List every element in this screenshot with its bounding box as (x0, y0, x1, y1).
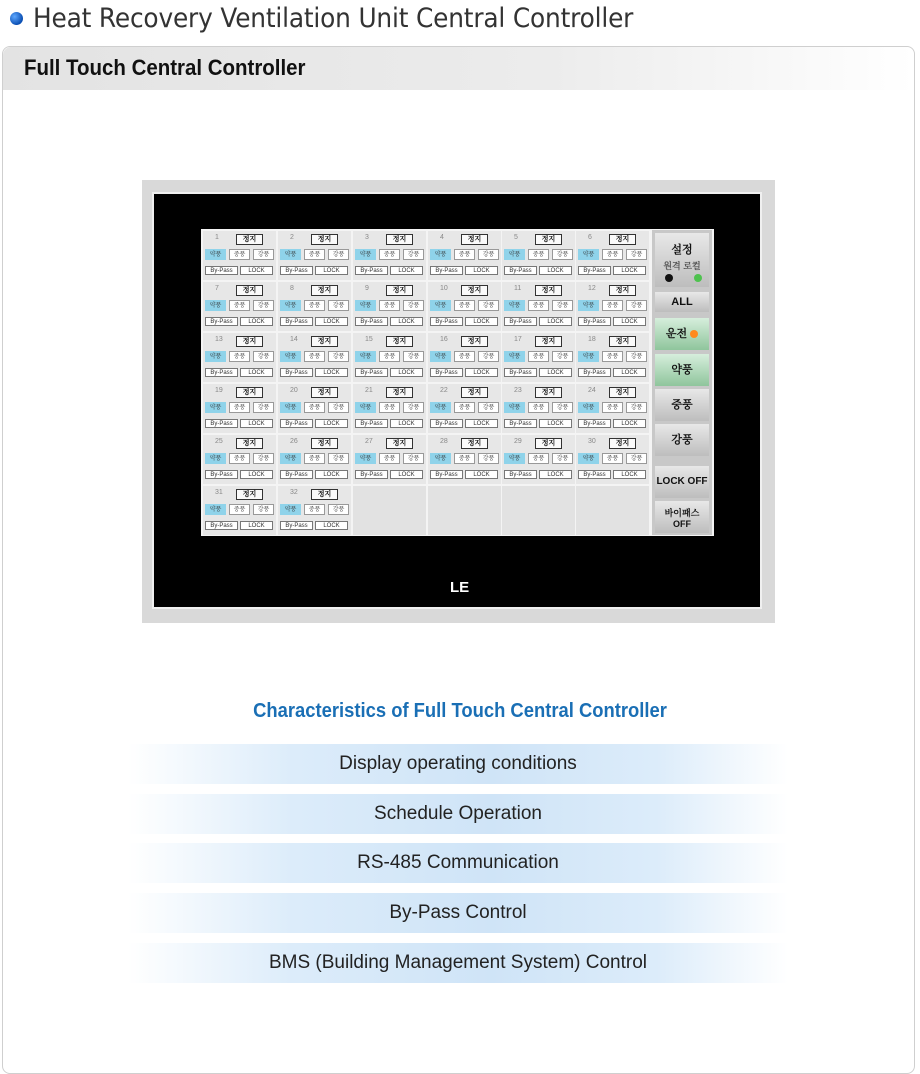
unit-number: 8 (290, 285, 294, 292)
unit-cell (278, 435, 351, 484)
settings-button[interactable] (655, 233, 709, 287)
unit-lock-button[interactable]: LOCK (315, 368, 348, 377)
unit-lock-button[interactable]: LOCK (465, 470, 498, 479)
unit-weak-fan-button[interactable]: 약풍 (430, 351, 451, 362)
unit-weak-fan-button[interactable]: 약풍 (355, 249, 376, 260)
unit-bypass-button[interactable]: By-Pass (430, 266, 463, 275)
characteristics-title: Characteristics of Full Touch Central Controller (253, 700, 667, 722)
unit-cell (278, 282, 351, 331)
unit-strong-fan-button[interactable]: 강풍 (478, 453, 499, 464)
unit-weak-fan-button[interactable]: 약풍 (578, 300, 599, 311)
unit-cell (502, 231, 575, 280)
unit-bypass-button[interactable]: By-Pass (504, 317, 537, 326)
feature-item: By-Pass Control (128, 893, 788, 933)
unit-bypass-button[interactable]: By-Pass (355, 266, 388, 275)
mode-leds (655, 272, 709, 284)
remote-label: 원격 (663, 261, 681, 271)
unit-bypass-button[interactable]: By-Pass (205, 419, 238, 428)
unit-strong-fan-button[interactable]: 강풍 (403, 300, 424, 311)
unit-lock-button[interactable]: LOCK (315, 317, 348, 326)
unit-strong-fan-button[interactable]: 강풍 (253, 453, 274, 464)
unit-bypass-button[interactable]: By-Pass (430, 317, 463, 326)
medium-fan-button[interactable]: 중풍 (655, 389, 709, 421)
unit-cell (428, 384, 501, 433)
unit-strong-fan-button[interactable]: 강풍 (253, 402, 274, 413)
remote-led-icon (665, 274, 673, 282)
unit-weak-fan-button[interactable]: 약풍 (280, 504, 301, 515)
local-led-icon (694, 274, 702, 282)
unit-number: 12 (588, 285, 596, 292)
unit-weak-fan-button[interactable]: 약풍 (280, 453, 301, 464)
unit-cell (353, 384, 426, 433)
unit-weak-fan-button[interactable]: 약풍 (578, 249, 599, 260)
unit-strong-fan-button[interactable]: 강풍 (253, 351, 274, 362)
unit-lock-button[interactable]: LOCK (539, 470, 572, 479)
unit-strong-fan-button[interactable]: 강풍 (253, 300, 274, 311)
feature-item: Display operating conditions (128, 744, 788, 784)
unit-weak-fan-button[interactable]: 약풍 (280, 249, 301, 260)
unit-stop-button[interactable]: 정지 (311, 387, 338, 398)
empty-unit-cell (576, 486, 649, 535)
unit-weak-fan-button[interactable]: 약풍 (504, 402, 525, 413)
unit-lock-button[interactable]: LOCK (613, 317, 646, 326)
unit-number: 11 (514, 285, 522, 292)
unit-number: 19 (215, 387, 223, 394)
empty-unit-cell (353, 486, 426, 535)
unit-stop-button[interactable]: 정지 (311, 285, 338, 296)
unit-stop-button[interactable]: 정지 (535, 387, 562, 398)
unit-number: 15 (365, 336, 373, 343)
unit-stop-button[interactable]: 정지 (236, 234, 263, 245)
unit-stop-button[interactable]: 정지 (236, 387, 263, 398)
empty-unit-cell (428, 486, 501, 535)
unit-strong-fan-button[interactable]: 강풍 (552, 402, 573, 413)
unit-strong-fan-button[interactable]: 강풍 (253, 504, 274, 515)
unit-lock-button[interactable]: LOCK (240, 470, 273, 479)
unit-cell (576, 435, 649, 484)
unit-strong-fan-button[interactable]: 강풍 (626, 351, 647, 362)
unit-medium-fan-button[interactable]: 중풍 (304, 402, 325, 413)
unit-number: 4 (440, 234, 444, 241)
unit-weak-fan-button[interactable]: 약풍 (355, 300, 376, 311)
unit-medium-fan-button[interactable]: 중풍 (229, 453, 250, 464)
unit-weak-fan-button[interactable]: 약풍 (205, 402, 226, 413)
unit-stop-button[interactable]: 정지 (311, 438, 338, 449)
unit-weak-fan-button[interactable]: 약풍 (280, 351, 301, 362)
unit-number: 21 (365, 387, 373, 394)
unit-medium-fan-button[interactable]: 중풍 (379, 300, 400, 311)
unit-weak-fan-button[interactable]: 약풍 (504, 300, 525, 311)
unit-cell (428, 282, 501, 331)
unit-strong-fan-button[interactable]: 강풍 (626, 300, 647, 311)
lock-off-button[interactable]: LOCK OFF (655, 466, 709, 498)
unit-number: 22 (440, 387, 448, 394)
unit-stop-button[interactable]: 정지 (386, 285, 413, 296)
settings-label: 설정 (671, 244, 693, 256)
unit-cell (353, 333, 426, 382)
unit-stop-button[interactable]: 정지 (609, 234, 636, 245)
unit-lock-button[interactable]: LOCK (390, 368, 423, 377)
unit-cell (278, 384, 351, 433)
unit-number: 5 (514, 234, 518, 241)
unit-bypass-button[interactable]: By-Pass (430, 470, 463, 479)
unit-stop-button[interactable]: 정지 (609, 438, 636, 449)
unit-medium-fan-button[interactable]: 중풍 (229, 402, 250, 413)
unit-lock-button[interactable]: LOCK (613, 470, 646, 479)
unit-medium-fan-button[interactable]: 중풍 (528, 351, 549, 362)
unit-medium-fan-button[interactable]: 중풍 (528, 300, 549, 311)
unit-number: 3 (365, 234, 369, 241)
unit-strong-fan-button[interactable]: 강풍 (328, 351, 349, 362)
unit-lock-button[interactable]: LOCK (613, 266, 646, 275)
unit-number: 30 (588, 438, 596, 445)
unit-stop-button[interactable]: 정지 (535, 285, 562, 296)
unit-bypass-button[interactable]: By-Pass (355, 317, 388, 326)
unit-strong-fan-button[interactable]: 강풍 (478, 351, 499, 362)
unit-stop-button[interactable]: 정지 (311, 489, 338, 500)
unit-strong-fan-button[interactable]: 강풍 (552, 453, 573, 464)
unit-lock-button[interactable]: LOCK (390, 470, 423, 479)
unit-weak-fan-button[interactable]: 약풍 (430, 300, 451, 311)
unit-weak-fan-button[interactable]: 약풍 (504, 249, 525, 260)
unit-lock-button[interactable]: LOCK (613, 419, 646, 428)
unit-stop-button[interactable]: 정지 (386, 336, 413, 347)
panel-title: Full Touch Central Controller (24, 55, 306, 80)
unit-stop-button[interactable]: 정지 (461, 285, 488, 296)
unit-weak-fan-button[interactable]: 약풍 (430, 402, 451, 413)
unit-stop-button[interactable]: 정지 (236, 285, 263, 296)
unit-cell (203, 282, 276, 331)
unit-number: 2 (290, 234, 294, 241)
unit-bypass-button[interactable]: By-Pass (280, 419, 313, 428)
unit-number: 24 (588, 387, 596, 394)
panel-header (3, 47, 914, 90)
unit-bypass-button[interactable]: By-Pass (578, 266, 611, 275)
page-title: Heat Recovery Ventilation Unit Central Controller (33, 2, 634, 34)
unit-cell (203, 486, 276, 535)
unit-stop-button[interactable]: 정지 (535, 336, 562, 347)
unit-number: 32 (290, 489, 298, 496)
unit-medium-fan-button[interactable]: 중풍 (379, 402, 400, 413)
unit-bypass-button[interactable]: By-Pass (205, 317, 238, 326)
unit-weak-fan-button[interactable]: 약풍 (280, 300, 301, 311)
unit-strong-fan-button[interactable]: 강풍 (626, 402, 647, 413)
unit-number: 28 (440, 438, 448, 445)
unit-lock-button[interactable]: LOCK (539, 266, 572, 275)
unit-medium-fan-button[interactable]: 중풍 (304, 453, 325, 464)
unit-weak-fan-button[interactable]: 약풍 (355, 453, 376, 464)
unit-cell (502, 333, 575, 382)
unit-number: 9 (365, 285, 369, 292)
unit-number: 13 (215, 336, 223, 343)
unit-lock-button[interactable]: LOCK (390, 266, 423, 275)
unit-bypass-button[interactable]: By-Pass (355, 368, 388, 377)
unit-strong-fan-button[interactable]: 강풍 (328, 453, 349, 464)
unit-lock-button[interactable]: LOCK (315, 470, 348, 479)
unit-bypass-button[interactable]: By-Pass (205, 470, 238, 479)
unit-weak-fan-button[interactable]: 약풍 (205, 351, 226, 362)
unit-cell (353, 282, 426, 331)
unit-strong-fan-button[interactable]: 강풍 (403, 351, 424, 362)
unit-stop-button[interactable]: 정지 (236, 489, 263, 500)
unit-cell (428, 435, 501, 484)
run-button[interactable] (655, 318, 709, 350)
unit-cell (203, 384, 276, 433)
unit-cell (428, 231, 501, 280)
unit-lock-button[interactable]: LOCK (240, 521, 273, 530)
unit-bypass-button[interactable]: By-Pass (280, 317, 313, 326)
unit-weak-fan-button[interactable]: 약풍 (578, 351, 599, 362)
unit-bypass-button[interactable]: By-Pass (355, 419, 388, 428)
unit-bypass-button[interactable]: By-Pass (504, 266, 537, 275)
unit-bypass-button[interactable]: By-Pass (578, 368, 611, 377)
side-control-panel (652, 230, 712, 535)
controller-screen (201, 229, 714, 536)
brand-logo: LE (450, 579, 470, 596)
unit-lock-button[interactable]: LOCK (240, 419, 273, 428)
unit-medium-fan-button[interactable]: 중풍 (379, 249, 400, 260)
unit-number: 10 (440, 285, 448, 292)
unit-lock-button[interactable]: LOCK (539, 317, 572, 326)
unit-cell (576, 333, 649, 382)
unit-bypass-button[interactable]: By-Pass (280, 470, 313, 479)
unit-medium-fan-button[interactable]: 중풍 (229, 300, 250, 311)
unit-cell (203, 231, 276, 280)
unit-stop-button[interactable]: 정지 (236, 438, 263, 449)
unit-stop-button[interactable]: 정지 (461, 234, 488, 245)
unit-cell (576, 282, 649, 331)
unit-strong-fan-button[interactable]: 강풍 (403, 402, 424, 413)
feature-item: BMS (Building Management System) Control (128, 943, 788, 983)
unit-lock-button[interactable]: LOCK (613, 368, 646, 377)
unit-cell (428, 333, 501, 382)
unit-stop-button[interactable]: 정지 (311, 336, 338, 347)
unit-strong-fan-button[interactable]: 강풍 (403, 453, 424, 464)
unit-medium-fan-button[interactable]: 중풍 (454, 300, 475, 311)
unit-bypass-button[interactable]: By-Pass (504, 368, 537, 377)
unit-number: 27 (365, 438, 373, 445)
unit-strong-fan-button[interactable]: 강풍 (552, 351, 573, 362)
unit-weak-fan-button[interactable]: 약풍 (504, 351, 525, 362)
unit-medium-fan-button[interactable]: 중풍 (379, 351, 400, 362)
unit-weak-fan-button[interactable]: 약풍 (205, 453, 226, 464)
unit-weak-fan-button[interactable]: 약풍 (355, 402, 376, 413)
unit-number: 18 (588, 336, 596, 343)
unit-lock-button[interactable]: LOCK (539, 419, 572, 428)
unit-lock-button[interactable]: LOCK (390, 419, 423, 428)
unit-number: 26 (290, 438, 298, 445)
all-button[interactable]: ALL (655, 292, 709, 312)
unit-bypass-button[interactable]: By-Pass (280, 266, 313, 275)
unit-stop-button[interactable]: 정지 (609, 285, 636, 296)
unit-weak-fan-button[interactable]: 약풍 (430, 453, 451, 464)
unit-medium-fan-button[interactable]: 중풍 (528, 249, 549, 260)
unit-strong-fan-button[interactable]: 강풍 (478, 300, 499, 311)
unit-strong-fan-button[interactable]: 강풍 (253, 249, 274, 260)
unit-stop-button[interactable]: 정지 (609, 387, 636, 398)
unit-medium-fan-button[interactable]: 중풍 (304, 249, 325, 260)
unit-strong-fan-button[interactable]: 강풍 (328, 300, 349, 311)
unit-weak-fan-button[interactable]: 약풍 (205, 249, 226, 260)
unit-bypass-button[interactable]: By-Pass (430, 368, 463, 377)
bypass-label: 바이패스 (664, 508, 700, 518)
unit-medium-fan-button[interactable]: 중풍 (379, 453, 400, 464)
unit-weak-fan-button[interactable]: 약풍 (355, 351, 376, 362)
unit-lock-button[interactable]: LOCK (315, 419, 348, 428)
unit-strong-fan-button[interactable]: 강풍 (328, 504, 349, 515)
unit-medium-fan-button[interactable]: 중풍 (304, 504, 325, 515)
unit-medium-fan-button[interactable]: 중풍 (602, 453, 623, 464)
unit-strong-fan-button[interactable]: 강풍 (552, 300, 573, 311)
bypass-off-button[interactable] (655, 501, 709, 533)
unit-stop-button[interactable]: 정지 (461, 438, 488, 449)
bullet-icon (10, 12, 23, 25)
unit-weak-fan-button[interactable]: 약풍 (280, 402, 301, 413)
run-led-icon (690, 330, 698, 338)
unit-lock-button[interactable]: LOCK (390, 317, 423, 326)
unit-medium-fan-button[interactable]: 중풍 (528, 453, 549, 464)
unit-stop-button[interactable]: 정지 (386, 234, 413, 245)
unit-weak-fan-button[interactable]: 약풍 (504, 453, 525, 464)
unit-cell (278, 486, 351, 535)
unit-lock-button[interactable]: LOCK (240, 266, 273, 275)
local-label: 로컬 (683, 261, 701, 271)
unit-strong-fan-button[interactable]: 강풍 (478, 402, 499, 413)
unit-cell (278, 231, 351, 280)
unit-weak-fan-button[interactable]: 약풍 (578, 402, 599, 413)
unit-lock-button[interactable]: LOCK (315, 521, 348, 530)
unit-strong-fan-button[interactable]: 강풍 (478, 249, 499, 260)
unit-lock-button[interactable]: LOCK (465, 419, 498, 428)
unit-bypass-button[interactable]: By-Pass (430, 419, 463, 428)
unit-number: 1 (215, 234, 219, 241)
unit-number: 17 (514, 336, 522, 343)
unit-lock-button[interactable]: LOCK (539, 368, 572, 377)
unit-number: 23 (514, 387, 522, 394)
unit-stop-button[interactable]: 정지 (461, 387, 488, 398)
unit-stop-button[interactable]: 정지 (461, 336, 488, 347)
unit-stop-button[interactable]: 정지 (311, 234, 338, 245)
unit-medium-fan-button[interactable]: 중풍 (454, 351, 475, 362)
unit-strong-fan-button[interactable]: 강풍 (328, 249, 349, 260)
unit-cell (353, 435, 426, 484)
unit-bypass-button[interactable]: By-Pass (205, 368, 238, 377)
unit-cell (278, 333, 351, 382)
unit-medium-fan-button[interactable]: 중풍 (454, 402, 475, 413)
unit-cell (502, 282, 575, 331)
unit-stop-button[interactable]: 정지 (609, 336, 636, 347)
unit-medium-fan-button[interactable]: 중풍 (602, 402, 623, 413)
unit-cell (576, 384, 649, 433)
unit-number: 25 (215, 438, 223, 445)
unit-medium-fan-button[interactable]: 중풍 (602, 300, 623, 311)
unit-medium-fan-button[interactable]: 중풍 (229, 504, 250, 515)
unit-number: 6 (588, 234, 592, 241)
unit-medium-fan-button[interactable]: 중풍 (229, 351, 250, 362)
mode-labels (655, 259, 709, 272)
unit-bypass-button[interactable]: By-Pass (578, 419, 611, 428)
bypass-state: OFF (673, 519, 691, 529)
unit-medium-fan-button[interactable]: 중풍 (454, 249, 475, 260)
unit-strong-fan-button[interactable]: 강풍 (403, 249, 424, 260)
unit-cell (203, 435, 276, 484)
unit-number: 31 (215, 489, 223, 496)
unit-number: 20 (290, 387, 298, 394)
unit-medium-fan-button[interactable]: 중풍 (602, 351, 623, 362)
run-label: 운전 (665, 328, 688, 340)
unit-number: 29 (514, 438, 522, 445)
feature-item: RS-485 Communication (128, 843, 788, 883)
unit-medium-fan-button[interactable]: 중풍 (304, 300, 325, 311)
unit-weak-fan-button[interactable]: 약풍 (205, 300, 226, 311)
unit-stop-button[interactable]: 정지 (535, 234, 562, 245)
unit-stop-button[interactable]: 정지 (386, 387, 413, 398)
unit-strong-fan-button[interactable]: 강풍 (626, 249, 647, 260)
unit-weak-fan-button[interactable]: 약풍 (578, 453, 599, 464)
unit-number: 14 (290, 336, 298, 343)
unit-medium-fan-button[interactable]: 중풍 (602, 249, 623, 260)
unit-stop-button[interactable]: 정지 (386, 438, 413, 449)
unit-lock-button[interactable]: LOCK (240, 368, 273, 377)
unit-number: 16 (440, 336, 448, 343)
unit-bypass-button[interactable]: By-Pass (205, 266, 238, 275)
page-header (10, 2, 685, 34)
unit-bypass-button[interactable]: By-Pass (578, 317, 611, 326)
unit-bypass-button[interactable]: By-Pass (504, 470, 537, 479)
unit-bypass-button[interactable]: By-Pass (280, 521, 313, 530)
unit-medium-fan-button[interactable]: 중풍 (528, 402, 549, 413)
unit-lock-button[interactable]: LOCK (315, 266, 348, 275)
feature-item: Schedule Operation (128, 794, 788, 834)
unit-medium-fan-button[interactable]: 중풍 (454, 453, 475, 464)
unit-cell (502, 435, 575, 484)
unit-stop-button[interactable]: 정지 (535, 438, 562, 449)
unit-weak-fan-button[interactable]: 약풍 (205, 504, 226, 515)
unit-medium-fan-button[interactable]: 중풍 (304, 351, 325, 362)
unit-bypass-button[interactable]: By-Pass (205, 521, 238, 530)
unit-strong-fan-button[interactable]: 강풍 (626, 453, 647, 464)
unit-bypass-button[interactable]: By-Pass (578, 470, 611, 479)
empty-unit-cell (502, 486, 575, 535)
unit-strong-fan-button[interactable]: 강풍 (328, 402, 349, 413)
unit-cell (203, 333, 276, 382)
strong-fan-button[interactable]: 강풍 (655, 424, 709, 456)
unit-lock-button[interactable]: LOCK (465, 368, 498, 377)
unit-bypass-button[interactable]: By-Pass (280, 368, 313, 377)
unit-medium-fan-button[interactable]: 중풍 (229, 249, 250, 260)
unit-cell (353, 231, 426, 280)
unit-strong-fan-button[interactable]: 강풍 (552, 249, 573, 260)
weak-fan-button[interactable]: 약풍 (655, 354, 709, 386)
unit-bypass-button[interactable]: By-Pass (355, 470, 388, 479)
unit-number: 7 (215, 285, 219, 292)
unit-weak-fan-button[interactable]: 약풍 (430, 249, 451, 260)
unit-lock-button[interactable]: LOCK (240, 317, 273, 326)
unit-cell (576, 231, 649, 280)
unit-cell (502, 384, 575, 433)
unit-lock-button[interactable]: LOCK (465, 317, 498, 326)
unit-lock-button[interactable]: LOCK (465, 266, 498, 275)
unit-bypass-button[interactable]: By-Pass (504, 419, 537, 428)
unit-stop-button[interactable]: 정지 (236, 336, 263, 347)
